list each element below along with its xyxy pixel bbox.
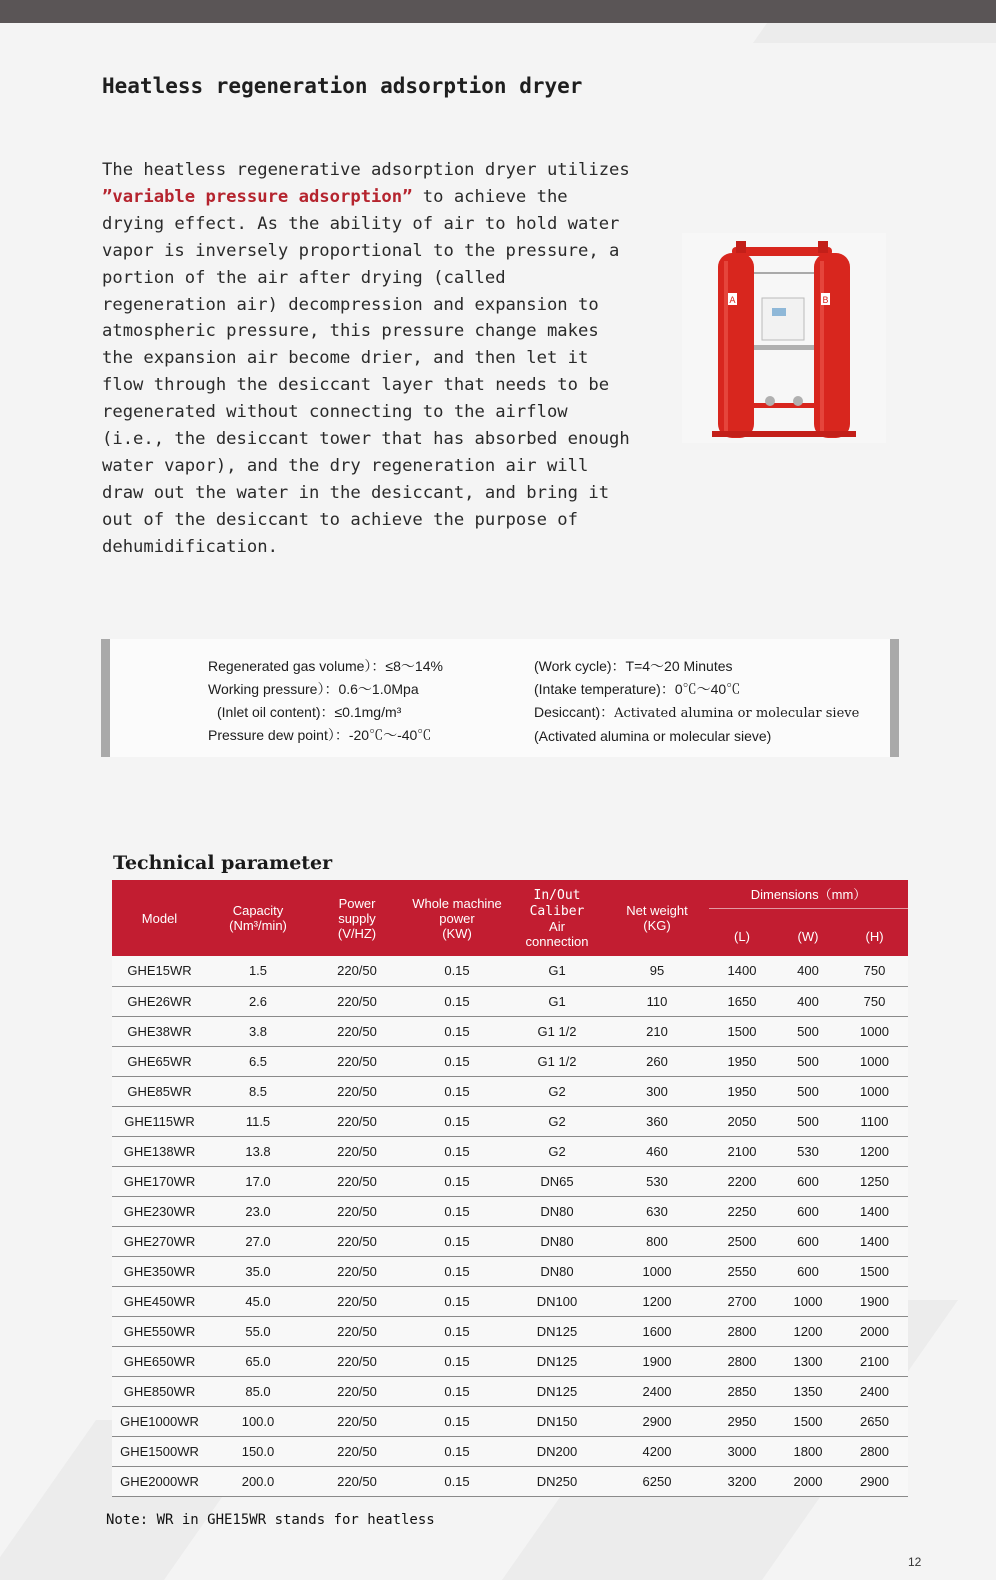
cell-capacity: 3.8 [207, 1016, 309, 1046]
cell-dim-l: 2950 [709, 1406, 775, 1436]
cell-power-supply: 220/50 [309, 1256, 405, 1286]
cell-dim-l: 2050 [709, 1106, 775, 1136]
cell-dim-w: 500 [775, 1046, 841, 1076]
cell-model: GHE38WR [112, 1016, 207, 1046]
section-title: Technical parameter [113, 852, 333, 874]
cell-model: GHE270WR [112, 1226, 207, 1256]
cell-air-connection: DN65 [509, 1166, 605, 1196]
cell-power-supply: 220/50 [309, 1406, 405, 1436]
cell-air-connection: G1 1/2 [509, 1016, 605, 1046]
cell-dim-w: 600 [775, 1226, 841, 1256]
cell-net-weight: 95 [605, 956, 709, 986]
cell-dim-l: 2550 [709, 1256, 775, 1286]
table-row [112, 1316, 908, 1346]
cell-dim-w: 2000 [775, 1466, 841, 1496]
cell-dim-l: 3200 [709, 1466, 775, 1496]
table-header [112, 880, 908, 956]
cell-dim-h: 1900 [841, 1286, 908, 1316]
cell-net-weight: 2900 [605, 1406, 709, 1436]
cell-power: 0.15 [405, 1406, 509, 1436]
table-row [112, 1466, 908, 1496]
cell-power: 0.15 [405, 1166, 509, 1196]
cell-model: GHE350WR [112, 1256, 207, 1286]
cell-power: 0.15 [405, 1436, 509, 1466]
cell-dim-w: 1200 [775, 1316, 841, 1346]
cell-air-connection: DN250 [509, 1466, 605, 1496]
cell-net-weight: 4200 [605, 1436, 709, 1466]
page-number: 12 [908, 1555, 922, 1569]
table-row [112, 1406, 908, 1436]
cell-dim-h: 1400 [841, 1226, 908, 1256]
cell-capacity: 1.5 [207, 956, 309, 986]
header-dim-l: (L) [709, 916, 775, 956]
cell-air-connection: DN80 [509, 1226, 605, 1256]
table-row [112, 1436, 908, 1466]
table-row [112, 1106, 908, 1136]
cell-dim-h: 2650 [841, 1406, 908, 1436]
description-text: to achieve the drying effect. As the ability of air to hold water vapor is inversely proportional to the pressure, a portion of the air after drying (called regeneration air) decompression and expansion to atmospheric pressure, this pressure change makes the expansion air become drier, and then let it flow through the desiccant layer that needs to be regenerated without connecting to the airflow (i.e., the desiccant tower that has absorbed enough water vapor), and the dry regeneration air will draw out the water in the desiccant, and bring it out of the desiccant to achieve the purpose of dehumidification. [102, 186, 630, 557]
cell-dim-w: 1500 [775, 1406, 841, 1436]
dryer-illustration [682, 233, 886, 443]
cell-power-supply: 220/50 [309, 956, 405, 986]
header-dimensions [709, 880, 908, 916]
cell-dim-w: 400 [775, 956, 841, 986]
cell-net-weight: 460 [605, 1136, 709, 1166]
header-dimensions-label: Dimensions（mm） [709, 887, 908, 909]
cell-air-connection: G1 [509, 986, 605, 1016]
cell-dim-w: 1800 [775, 1436, 841, 1466]
table-row [112, 986, 908, 1016]
cell-net-weight: 1900 [605, 1346, 709, 1376]
cell-capacity: 200.0 [207, 1466, 309, 1496]
spec-desiccant-value: Activated alumina or molecular sieve [614, 706, 860, 721]
cell-capacity: 13.8 [207, 1136, 309, 1166]
cell-model: GHE138WR [112, 1136, 207, 1166]
cell-net-weight: 530 [605, 1166, 709, 1196]
cell-model: GHE450WR [112, 1286, 207, 1316]
cell-net-weight: 2400 [605, 1376, 709, 1406]
cell-power-supply: 220/50 [309, 1076, 405, 1106]
header-net-weight: Net weight (KG) [605, 880, 709, 956]
spec-desiccant-prefix: Desiccant)： [534, 704, 615, 720]
spec-column-right [534, 655, 859, 748]
cell-air-connection: DN80 [509, 1256, 605, 1286]
cell-capacity: 35.0 [207, 1256, 309, 1286]
table-row [112, 1286, 908, 1316]
cell-model: GHE2000WR [112, 1466, 207, 1496]
spec-desiccant-alt: (Activated alumina or molecular sieve) [534, 728, 772, 744]
header-air-connection: Air connection [525, 919, 589, 949]
table-row [112, 1346, 908, 1376]
table-body [112, 956, 908, 1496]
cell-capacity: 85.0 [207, 1376, 309, 1406]
cell-capacity: 55.0 [207, 1316, 309, 1346]
header-caliber [509, 880, 605, 956]
cell-dim-l: 2250 [709, 1196, 775, 1226]
cell-dim-l: 1500 [709, 1016, 775, 1046]
cell-dim-l: 1400 [709, 956, 775, 986]
cell-net-weight: 1600 [605, 1316, 709, 1346]
table-row [112, 1046, 908, 1076]
header-dim-h: (H) [841, 916, 908, 956]
cell-dim-l: 2200 [709, 1166, 775, 1196]
cell-net-weight: 1200 [605, 1286, 709, 1316]
cell-dim-w: 500 [775, 1016, 841, 1046]
table-row [112, 1196, 908, 1226]
cell-dim-w: 600 [775, 1166, 841, 1196]
tower-b-label: B [822, 296, 829, 306]
cell-dim-l: 2800 [709, 1316, 775, 1346]
cell-power: 0.15 [405, 1286, 509, 1316]
cell-capacity: 45.0 [207, 1286, 309, 1316]
spec-inlet-oil: (Inlet oil content)：≤0.1mg/m³ [217, 704, 402, 720]
cell-power-supply: 220/50 [309, 1286, 405, 1316]
header-caliber-label: In/Out Caliber [529, 888, 585, 919]
spec-column-left [208, 655, 443, 747]
header-whole-machine-power [405, 880, 509, 956]
cell-power-supply: 220/50 [309, 1466, 405, 1496]
cell-capacity: 27.0 [207, 1226, 309, 1256]
header-power-supply: Power supply (V/HZ) [309, 880, 405, 956]
cell-model: GHE115WR [112, 1106, 207, 1136]
cell-power-supply: 220/50 [309, 1316, 405, 1346]
cell-air-connection: DN100 [509, 1286, 605, 1316]
cell-dim-h: 750 [841, 956, 908, 986]
table-row [112, 1376, 908, 1406]
cell-dim-l: 2100 [709, 1136, 775, 1166]
cell-capacity: 6.5 [207, 1046, 309, 1076]
cell-power-supply: 220/50 [309, 1226, 405, 1256]
cell-model: GHE850WR [112, 1376, 207, 1406]
cell-dim-h: 2400 [841, 1376, 908, 1406]
cell-capacity: 17.0 [207, 1166, 309, 1196]
spec-regenerated-gas: Regenerated gas volume）：≤8～14% [208, 658, 443, 674]
cell-model: GHE1000WR [112, 1406, 207, 1436]
cell-power-supply: 220/50 [309, 986, 405, 1016]
cell-net-weight: 6250 [605, 1466, 709, 1496]
cell-power: 0.15 [405, 1466, 509, 1496]
table-row [112, 1166, 908, 1196]
cell-power-supply: 220/50 [309, 1016, 405, 1046]
footnote: Note: WR in GHE15WR stands for heatless [106, 1512, 435, 1528]
cell-power-supply: 220/50 [309, 1136, 405, 1166]
cell-dim-w: 600 [775, 1256, 841, 1286]
cell-air-connection: DN80 [509, 1196, 605, 1226]
background-shape [753, 23, 996, 43]
cell-air-connection: G1 1/2 [509, 1046, 605, 1076]
top-bar [0, 0, 996, 23]
cell-dim-l: 2700 [709, 1286, 775, 1316]
cell-dim-h: 1000 [841, 1016, 908, 1046]
technical-parameter-table-wrap [112, 880, 908, 1497]
cell-capacity: 11.5 [207, 1106, 309, 1136]
cell-air-connection: G2 [509, 1106, 605, 1136]
cell-air-connection: DN200 [509, 1436, 605, 1466]
cell-capacity: 150.0 [207, 1436, 309, 1466]
cell-dim-h: 1400 [841, 1196, 908, 1226]
cell-dim-h: 750 [841, 986, 908, 1016]
cell-power: 0.15 [405, 1136, 509, 1166]
cell-dim-h: 2800 [841, 1436, 908, 1466]
cell-dim-w: 500 [775, 1076, 841, 1106]
table-row [112, 956, 908, 986]
cell-dim-l: 2500 [709, 1226, 775, 1256]
cell-dim-h: 1200 [841, 1136, 908, 1166]
cell-power-supply: 220/50 [309, 1346, 405, 1376]
cell-air-connection: G2 [509, 1076, 605, 1106]
spec-desiccant [534, 701, 859, 725]
cell-dim-h: 1500 [841, 1256, 908, 1286]
cell-power: 0.15 [405, 1226, 509, 1256]
cell-net-weight: 1000 [605, 1256, 709, 1286]
cell-dim-h: 2100 [841, 1346, 908, 1376]
description-highlight: ”variable pressure adsorption” [102, 186, 413, 207]
table-row [112, 1256, 908, 1286]
cell-air-connection: DN125 [509, 1376, 605, 1406]
cell-dim-h: 2900 [841, 1466, 908, 1496]
cell-power: 0.15 [405, 956, 509, 986]
cell-dim-h: 1100 [841, 1106, 908, 1136]
cell-power: 0.15 [405, 1376, 509, 1406]
cell-model: GHE65WR [112, 1046, 207, 1076]
cell-power: 0.15 [405, 986, 509, 1016]
cell-model: GHE26WR [112, 986, 207, 1016]
cell-net-weight: 210 [605, 1016, 709, 1046]
cell-air-connection: DN125 [509, 1346, 605, 1376]
table-row [112, 1136, 908, 1166]
cell-dim-l: 3000 [709, 1436, 775, 1466]
product-image [682, 233, 886, 443]
cell-air-connection: DN125 [509, 1316, 605, 1346]
header-power: power (KW) [439, 910, 475, 941]
cell-power: 0.15 [405, 1346, 509, 1376]
cell-dim-w: 1000 [775, 1286, 841, 1316]
cell-net-weight: 300 [605, 1076, 709, 1106]
cell-power: 0.15 [405, 1046, 509, 1076]
spec-work-cycle: (Work cycle)：T=4～20 Minutes [534, 658, 733, 674]
spec-dew-point: Pressure dew point）：-20℃～-40℃ [208, 727, 432, 743]
cell-power: 0.15 [405, 1076, 509, 1106]
table-row [112, 1016, 908, 1046]
cell-power-supply: 220/50 [309, 1166, 405, 1196]
cell-dim-l: 1650 [709, 986, 775, 1016]
header-capacity-label: Capacity [232, 903, 284, 918]
cell-power-supply: 220/50 [309, 1376, 405, 1406]
cell-dim-h: 1250 [841, 1166, 908, 1196]
cell-net-weight: 110 [605, 986, 709, 1016]
table-row [112, 1226, 908, 1256]
cell-model: GHE650WR [112, 1346, 207, 1376]
spec-summary-box [101, 639, 899, 757]
cell-dim-h: 1000 [841, 1076, 908, 1106]
cell-power: 0.15 [405, 1106, 509, 1136]
cell-power-supply: 220/50 [309, 1106, 405, 1136]
cell-capacity: 8.5 [207, 1076, 309, 1106]
cell-dim-h: 2000 [841, 1316, 908, 1346]
cell-net-weight: 260 [605, 1046, 709, 1076]
cell-model: GHE170WR [112, 1166, 207, 1196]
cell-capacity: 65.0 [207, 1346, 309, 1376]
table-row [112, 1076, 908, 1106]
cell-model: GHE550WR [112, 1316, 207, 1346]
cell-net-weight: 630 [605, 1196, 709, 1226]
cell-capacity: 2.6 [207, 986, 309, 1016]
header-capacity-unit: (Nm³/min) [229, 918, 287, 933]
cell-dim-w: 1300 [775, 1346, 841, 1376]
cell-dim-h: 1000 [841, 1046, 908, 1076]
cell-dim-l: 2800 [709, 1346, 775, 1376]
cell-power: 0.15 [405, 1256, 509, 1286]
cell-dim-l: 2850 [709, 1376, 775, 1406]
description-text: The heatless regenerative adsorption dryer utilizes [102, 160, 630, 180]
cell-model: GHE230WR [112, 1196, 207, 1226]
cell-dim-w: 500 [775, 1106, 841, 1136]
cell-power: 0.15 [405, 1016, 509, 1046]
cell-net-weight: 800 [605, 1226, 709, 1256]
cell-capacity: 100.0 [207, 1406, 309, 1436]
cell-power: 0.15 [405, 1316, 509, 1346]
cell-power-supply: 220/50 [309, 1046, 405, 1076]
cell-air-connection: G2 [509, 1136, 605, 1166]
cell-power-supply: 220/50 [309, 1436, 405, 1466]
cell-air-connection: G1 [509, 956, 605, 986]
cell-dim-w: 600 [775, 1196, 841, 1226]
cell-net-weight: 360 [605, 1106, 709, 1136]
cell-power: 0.15 [405, 1196, 509, 1226]
cell-dim-l: 1950 [709, 1046, 775, 1076]
cell-model: GHE15WR [112, 956, 207, 986]
page-title: Heatless regeneration adsorption dryer [102, 74, 583, 98]
cell-model: GHE85WR [112, 1076, 207, 1106]
cell-dim-w: 1350 [775, 1376, 841, 1406]
cell-dim-w: 530 [775, 1136, 841, 1166]
description-paragraph [102, 157, 672, 561]
header-dim-w: (W) [775, 916, 841, 956]
header-model: Model [112, 880, 207, 956]
cell-dim-l: 1950 [709, 1076, 775, 1106]
cell-power-supply: 220/50 [309, 1196, 405, 1226]
technical-parameter-table [112, 880, 908, 1497]
cell-air-connection: DN150 [509, 1406, 605, 1436]
spec-intake-temp: (Intake temperature)：0℃～40℃ [534, 681, 741, 697]
spec-working-pressure: Working pressure）：0.6～1.0Mpa [208, 681, 419, 697]
header-whole-machine: Whole machine [412, 895, 502, 911]
tower-a-label: A [729, 296, 736, 306]
header-capacity [207, 880, 309, 956]
cell-dim-w: 400 [775, 986, 841, 1016]
cell-capacity: 23.0 [207, 1196, 309, 1226]
cell-model: GHE1500WR [112, 1436, 207, 1466]
